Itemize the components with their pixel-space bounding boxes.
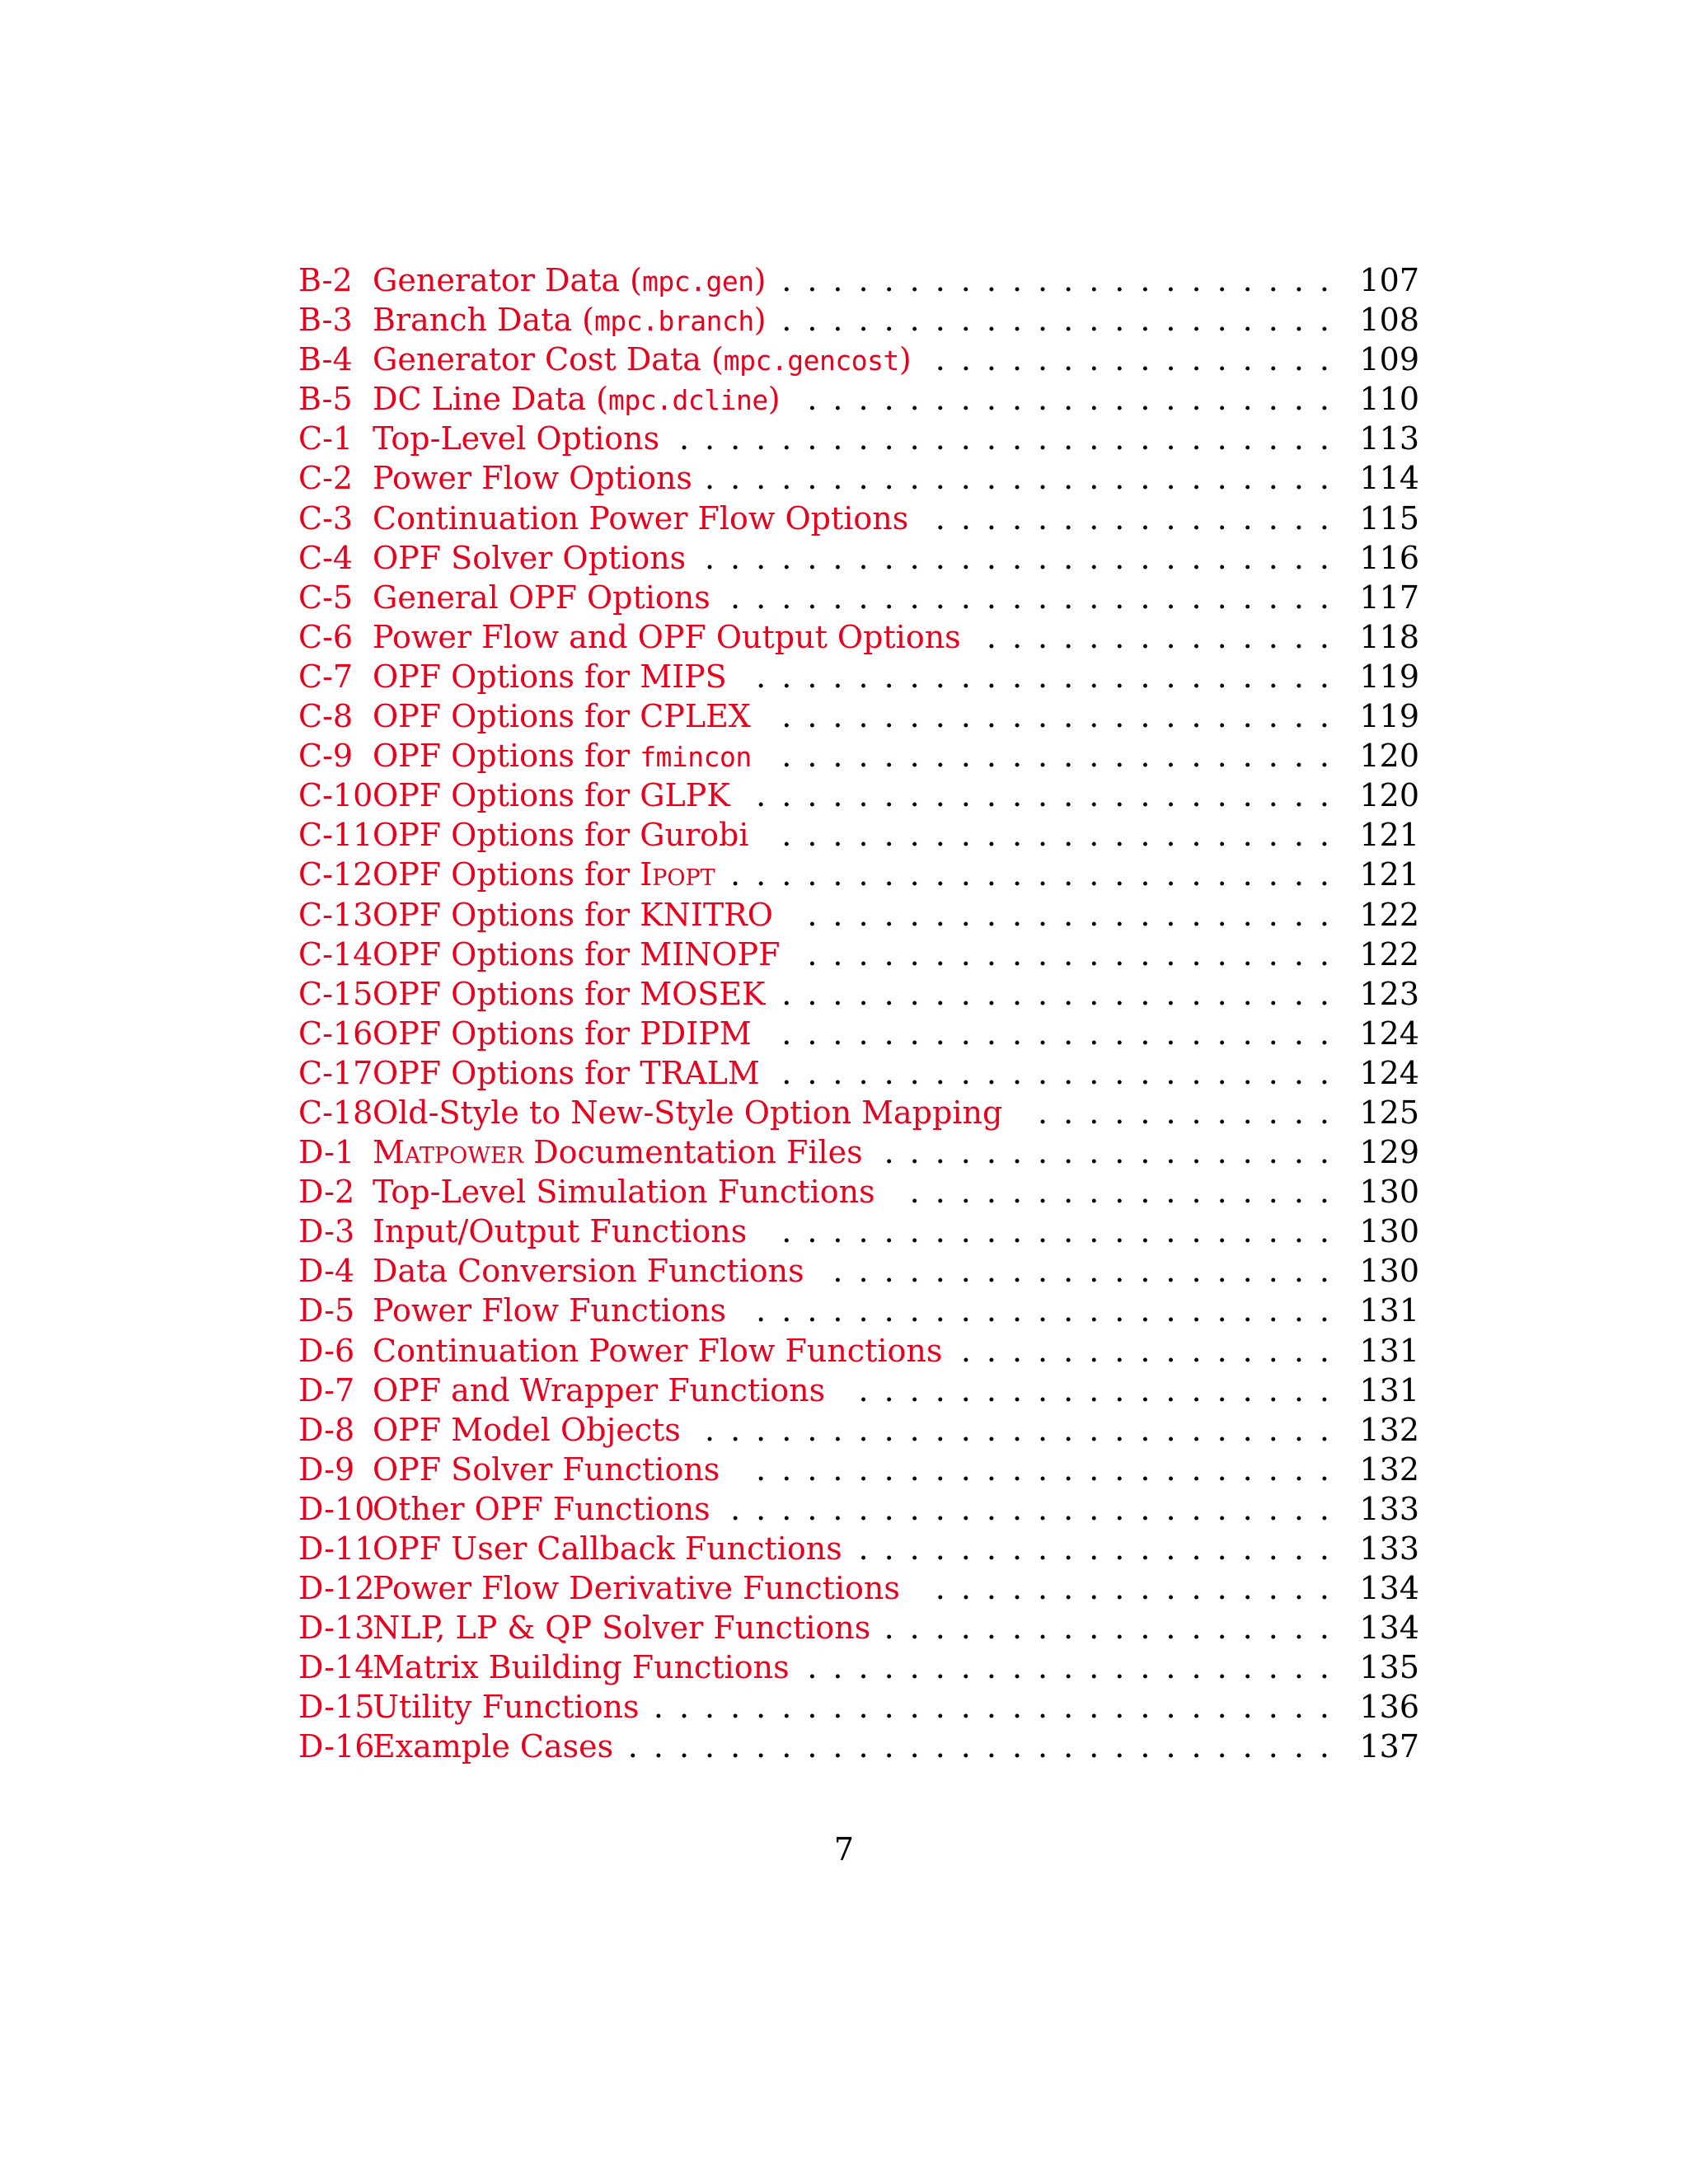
toc-entry-title[interactable]	[373, 736, 752, 777]
toc-entry-title[interactable]	[373, 1608, 870, 1647]
toc-entry-page[interactable]: 121	[1359, 856, 1419, 893]
toc-entry-title-text: Power Flow Options	[373, 460, 692, 497]
toc-entry-page[interactable]: 135	[1359, 1649, 1419, 1686]
dot-leader: . . . . . . . . . . . . . . . . . . . . . . . .	[730, 856, 1345, 893]
toc-entry-page[interactable]: 122	[1359, 896, 1419, 933]
toc-entry-page[interactable]: 120	[1359, 738, 1419, 775]
toc-entry-title[interactable]	[373, 1212, 747, 1251]
toc-entry[interactable]	[298, 578, 1419, 617]
toc-entry-title[interactable]	[373, 815, 749, 855]
toc-entry[interactable]	[298, 1172, 1419, 1212]
toc-entry[interactable]	[298, 1212, 1419, 1251]
toc-entry-title[interactable]	[373, 260, 766, 302]
toc-entry-title-tail: )	[767, 381, 781, 418]
toc-entry-number[interactable]: D-9	[298, 1451, 355, 1488]
dot-leader: . . . . . . . . . . . . . . . . . . . . .	[807, 1649, 1345, 1686]
toc-entry-page[interactable]: 130	[1359, 1253, 1419, 1290]
toc-entry-number[interactable]: C-13	[298, 896, 373, 933]
toc-entry-title-text: Generator Data (	[373, 262, 642, 298]
toc-entry-page[interactable]: 109	[1359, 341, 1419, 378]
toc-entry-title-code: mpc.gen	[641, 265, 754, 298]
toc-entry[interactable]	[298, 458, 1419, 498]
dot-leader: . . . . . . . . . . . . . . . . . . . . .	[807, 896, 1345, 933]
toc-entry-title-text: OPF Options for	[373, 738, 640, 775]
dot-leader: . . . . . . . . . . . . . . . .	[935, 499, 1345, 537]
toc-entry[interactable]	[298, 1132, 1419, 1172]
toc-entry-title-tail: )	[898, 341, 912, 378]
dot-leader: . . . . . . . . . . . . . . . . . . . . . . . . . .	[678, 420, 1345, 457]
toc-entry-title-text: OPF Options for MOSEK	[373, 975, 766, 1012]
toc-entry-title[interactable]	[373, 1727, 613, 1766]
toc-entry-title-text: Other OPF Functions	[373, 1490, 710, 1527]
toc-entry-title-text: Continuation Power Flow Functions	[373, 1332, 943, 1369]
toc-entry[interactable]	[298, 379, 1419, 419]
toc-entry-number[interactable]: D-7	[298, 1371, 355, 1408]
toc-entry-title-text: OPF Options for GLPK	[373, 777, 730, 814]
toc-entry[interactable]	[298, 1568, 1419, 1608]
toc-entry-number[interactable]: D-1	[298, 1134, 355, 1171]
dot-leader: . . . . . . . . . . . . . . . . . . . . . .	[781, 1213, 1345, 1250]
toc-entry[interactable]	[298, 1014, 1419, 1053]
dot-leader: . . . . . . . . . . . . . . . . . .	[884, 1610, 1345, 1647]
dot-leader: . . . . . . . . . . . . . . . . . . .	[858, 1371, 1345, 1408]
toc-entry-title-text: Matrix Building Functions	[373, 1649, 790, 1686]
toc-entry-title-text: Power Flow and OPF Output Options	[373, 618, 961, 655]
toc-entry-page[interactable]: 130	[1359, 1174, 1419, 1211]
toc-entry-number[interactable]: C-16	[298, 1015, 373, 1052]
dot-leader: . . . . . . . . . . . . . . . . . . . .	[832, 1253, 1345, 1290]
dot-leader: . . . . . . . . . . . . . . . . . . . . .	[807, 935, 1345, 972]
toc-entry[interactable]	[298, 538, 1419, 578]
toc-entry[interactable]	[298, 1053, 1419, 1093]
toc-entry-title[interactable]	[373, 578, 710, 617]
dot-leader: . . . . . . . . . . . . . .	[986, 618, 1345, 655]
dot-leader: . . . . . . . . . . . . . . . . . . . . . . . .	[730, 1490, 1345, 1527]
toc-entry-title[interactable]	[373, 1568, 900, 1608]
toc-entry-number[interactable]: D-12	[298, 1570, 375, 1607]
toc-entry[interactable]	[298, 1450, 1419, 1489]
dot-leader: . . . . . . . . . . . . . . . . . . . . . . .	[756, 658, 1345, 695]
toc-entry-title-text: Utility Functions	[373, 1689, 640, 1726]
toc-entry-number[interactable]: D-11	[298, 1530, 375, 1567]
dot-leader: . . . . . . . . . . . . . . . . . . . . . .	[781, 738, 1345, 775]
toc-entry-number[interactable]: C-9	[298, 738, 354, 775]
toc-entry-title[interactable]	[373, 458, 692, 498]
toc-entry-title[interactable]	[373, 1172, 875, 1212]
toc-entry-number[interactable]: D-4	[298, 1253, 355, 1290]
toc-entry-title-tail: )	[753, 262, 767, 298]
toc-entry[interactable]	[298, 1331, 1419, 1371]
toc-entry-title-code: mpc.dcline	[608, 384, 768, 417]
toc-entry-title[interactable]	[373, 1053, 760, 1093]
toc-entry-page[interactable]: 119	[1359, 658, 1419, 695]
toc-entry-title[interactable]	[373, 1014, 752, 1053]
toc-entry-number[interactable]: C-6	[298, 618, 354, 655]
toc-entry-number[interactable]: B-2	[298, 262, 353, 298]
toc-entry-page[interactable]: 131	[1359, 1332, 1419, 1369]
toc-entry-number[interactable]: D-2	[298, 1174, 355, 1211]
toc-entry-title[interactable]	[373, 499, 908, 538]
toc-entry-title-text: OPF Options for CPLEX	[373, 698, 751, 735]
toc-entry-title-text: OPF Solver Functions	[373, 1451, 720, 1488]
toc-entry-title-text: OPF Options for PDIPM	[373, 1015, 752, 1052]
toc-entry-title-code: fmincon	[640, 741, 752, 774]
toc-entry-title-text: Top-Level Options	[373, 420, 660, 457]
toc-entry-page[interactable]: 122	[1359, 935, 1419, 972]
toc-entry-page[interactable]: 113	[1359, 420, 1419, 457]
dot-leader: . . . . . . . . . . . . . . . . . . . . . . .	[756, 1451, 1345, 1488]
toc-entry-title[interactable]	[373, 1410, 681, 1450]
dot-leader: . . . . . . . . . . . . . . . . . . . . .	[807, 381, 1345, 418]
toc-entry-number[interactable]: B-3	[298, 302, 353, 339]
toc-entry[interactable]	[298, 499, 1419, 538]
dot-leader: . . . . . . . . . . . . . . . . . . . . . . . . .	[705, 539, 1345, 576]
toc-entry-page[interactable]: 131	[1359, 1292, 1419, 1329]
toc-entry-number[interactable]: D-15	[298, 1689, 375, 1726]
dot-leader: . . . . . . . . . . . . . . . .	[935, 1570, 1345, 1607]
toc-entry[interactable]	[298, 1529, 1419, 1568]
toc-entry[interactable]	[298, 1291, 1419, 1330]
toc-entry-title-text: OPF Solver Options	[373, 539, 687, 576]
toc-entry-title-text: OPF Options for TRALM	[373, 1054, 760, 1091]
toc-entry-page[interactable]: 129	[1359, 1134, 1419, 1171]
toc-entry-number[interactable]: C-4	[298, 539, 354, 576]
toc-entry-title-text: OPF Options for	[373, 856, 640, 893]
dot-leader: . . . . . . . . . . . . . . . . .	[909, 1174, 1345, 1211]
list-of-tables	[298, 260, 1419, 1767]
toc-entry-page[interactable]: 118	[1359, 618, 1419, 655]
toc-entry-title-text: Input/Output Functions	[373, 1213, 748, 1250]
toc-entry-title[interactable]	[373, 1489, 710, 1529]
toc-entry[interactable]	[298, 1410, 1419, 1450]
dot-leader: . . . . . . . . . . . . . . . . . . . . . . .	[756, 1292, 1345, 1329]
toc-entry-number[interactable]: B-4	[298, 341, 353, 378]
toc-entry[interactable]	[298, 1093, 1419, 1132]
toc-entry-title-text: Old-Style to New-Style Option Mapping	[373, 1094, 1003, 1131]
dot-leader: . . . . . . . . . . . . . . . . . . . . . .	[781, 698, 1345, 735]
toc-entry-number[interactable]: D-5	[298, 1292, 355, 1329]
dot-leader: . . . . . . . . . . . . . . . . . . . . . . . . .	[705, 460, 1345, 497]
toc-entry-title[interactable]	[373, 895, 773, 935]
toc-entry-page[interactable]: 125	[1359, 1094, 1419, 1131]
toc-entry-page[interactable]: 136	[1359, 1689, 1419, 1726]
toc-entry[interactable]	[298, 1727, 1419, 1766]
toc-entry-page[interactable]: 131	[1359, 1371, 1419, 1408]
toc-entry-title-text: OPF Model Objects	[373, 1411, 681, 1448]
toc-entry-title[interactable]	[373, 379, 781, 420]
dot-leader: . . . . . . . . . . . . . . . . . . . . . .	[781, 302, 1345, 339]
toc-entry-title[interactable]	[373, 776, 730, 815]
toc-entry-number[interactable]: C-5	[298, 579, 354, 616]
dot-leader: . . . . . . . . . . . . . . . . . . . . . . . . . . .	[653, 1689, 1345, 1726]
toc-entry[interactable]	[298, 974, 1419, 1014]
dot-leader: . . . . . . . . . . . . . . . . . . . . . . . .	[730, 579, 1345, 616]
toc-entry-page[interactable]: 133	[1359, 1490, 1419, 1527]
toc-entry-title[interactable]	[373, 1291, 726, 1330]
toc-entry-page[interactable]: 123	[1359, 975, 1419, 1012]
dot-leader: . . . . . . . . . . . . . . . . . . . . . .	[781, 262, 1345, 298]
toc-entry-title-text: General OPF Options	[373, 579, 710, 616]
toc-entry-title[interactable]	[373, 1687, 639, 1727]
toc-entry[interactable]	[298, 617, 1419, 657]
toc-entry-title-text: OPF Options for MINOPF	[373, 935, 781, 972]
toc-entry[interactable]	[298, 855, 1419, 894]
toc-entry-title-text: Top-Level Simulation Functions	[373, 1174, 875, 1211]
toc-entry-page[interactable]: 132	[1359, 1411, 1419, 1448]
toc-entry-title-text: OPF Options for Gurobi	[373, 817, 749, 854]
toc-entry-title[interactable]	[373, 300, 767, 341]
toc-entry-title[interactable]	[373, 617, 961, 657]
toc-entry-title[interactable]	[373, 1331, 942, 1371]
toc-entry-title[interactable]	[373, 340, 912, 381]
toc-entry[interactable]	[298, 1608, 1419, 1647]
toc-entry-title[interactable]	[373, 1093, 1002, 1132]
toc-entry-title-text: OPF User Callback Functions	[373, 1530, 842, 1567]
toc-entry-title[interactable]	[373, 974, 765, 1014]
toc-entry-number[interactable]: D-14	[298, 1649, 375, 1686]
toc-entry-page[interactable]: 134	[1359, 1570, 1419, 1607]
toc-entry-number[interactable]: C-15	[298, 975, 373, 1012]
toc-entry-title[interactable]	[373, 1251, 804, 1291]
toc-entry[interactable]	[298, 300, 1419, 340]
page-number: 7	[833, 1831, 855, 1868]
toc-entry-number[interactable]: C-11	[298, 817, 373, 854]
toc-entry-title[interactable]	[373, 935, 780, 974]
toc-entry-title-text: Documentation Files	[523, 1134, 863, 1171]
toc-entry[interactable]	[298, 1251, 1419, 1291]
toc-entry-page[interactable]: 134	[1359, 1610, 1419, 1647]
toc-entry[interactable]	[298, 935, 1419, 974]
toc-entry-page[interactable]: 124	[1359, 1054, 1419, 1091]
toc-entry-title[interactable]	[373, 419, 659, 458]
toc-entry-title-text: Power Flow Derivative Functions	[373, 1570, 900, 1607]
toc-entry-title-text: NLP, LP & QP Solver Functions	[373, 1610, 871, 1647]
toc-entry-title[interactable]	[373, 1647, 790, 1687]
toc-entry-title[interactable]	[373, 1132, 863, 1172]
toc-entry-number[interactable]: C-10	[298, 777, 373, 814]
toc-entry-title[interactable]	[373, 1529, 842, 1568]
toc-entry-number[interactable]: C-18	[298, 1094, 373, 1131]
toc-entry-number[interactable]: C-1	[298, 420, 354, 457]
toc-entry-title-text: OPF Options for KNITRO	[373, 896, 773, 933]
toc-entry-title[interactable]	[373, 855, 715, 894]
toc-entry-number[interactable]: D-10	[298, 1490, 375, 1527]
dot-leader: . . . . . . . . . . . . . . . . . . . . . .	[781, 1015, 1345, 1052]
toc-entry-number[interactable]: D-16	[298, 1728, 375, 1765]
toc-entry-page[interactable]: 107	[1359, 262, 1419, 298]
toc-entry-title-text: DC Line Data (	[373, 381, 609, 418]
toc-entry-title-text: Generator Cost Data (	[373, 341, 724, 378]
toc-entry[interactable]	[298, 657, 1419, 696]
toc-entry-page[interactable]: 114	[1359, 460, 1419, 497]
toc-entry-title-smallcaps: Matpower	[373, 1134, 524, 1171]
dot-leader: . . . . . . . . . . . . . . . . . . . . . .	[781, 975, 1345, 1012]
toc-entry-title-text: Continuation Power Flow Options	[373, 499, 909, 537]
toc-entry-page[interactable]: 133	[1359, 1530, 1419, 1567]
toc-entry-title-text: Power Flow Functions	[373, 1292, 727, 1329]
toc-entry[interactable]	[298, 1687, 1419, 1727]
dot-leader: . . . . . . . . . . . . . . . . . . . . . . . . .	[705, 1411, 1345, 1448]
toc-entry-number[interactable]: C-3	[298, 499, 354, 537]
toc-entry-page[interactable]: 115	[1359, 499, 1419, 537]
toc-entry-number[interactable]: C-14	[298, 935, 373, 972]
dot-leader: . . . . . . . . . . . . . . . . . . . . . .	[781, 817, 1345, 854]
toc-entry[interactable]	[298, 696, 1419, 736]
toc-entry-page[interactable]: 119	[1359, 698, 1419, 735]
toc-entry-title[interactable]	[373, 538, 686, 578]
toc-entry-page[interactable]: 132	[1359, 1451, 1419, 1488]
toc-entry-title-tail: )	[753, 302, 767, 339]
toc-entry-page[interactable]: 120	[1359, 777, 1419, 814]
toc-entry-page[interactable]: 130	[1359, 1213, 1419, 1250]
toc-entry-title-smallcaps: Ipopt	[640, 856, 715, 893]
toc-entry-title-text: Data Conversion Functions	[373, 1253, 804, 1290]
toc-entry[interactable]	[298, 260, 1419, 300]
toc-entry-title[interactable]	[373, 1450, 720, 1489]
toc-entry-title-text: OPF Options for MIPS	[373, 658, 727, 695]
toc-entry-number[interactable]: C-12	[298, 856, 373, 893]
dot-leader: . . . . . . . . . . . . . . . .	[935, 341, 1345, 378]
toc-entry-page[interactable]: 137	[1359, 1728, 1419, 1765]
dot-leader: . . . . . . . . . . . . . . . . . . . . . . .	[756, 777, 1345, 814]
toc-entry[interactable]	[298, 895, 1419, 935]
toc-entry-title-code: mpc.gencost	[723, 344, 899, 377]
dot-leader: . . . . . . . . . . . . . . . . . . . . . . . . . . . .	[627, 1728, 1345, 1765]
toc-entry-number[interactable]: C-8	[298, 698, 354, 735]
toc-entry-title-code: mpc.branch	[594, 305, 754, 338]
toc-entry[interactable]	[298, 736, 1419, 776]
toc-entry-title[interactable]	[373, 696, 751, 736]
toc-entry-number[interactable]: C-2	[298, 460, 354, 497]
toc-entry-page[interactable]: 121	[1359, 817, 1419, 854]
toc-entry-title[interactable]	[373, 1371, 825, 1410]
toc-entry-title-text: Example Cases	[373, 1728, 614, 1765]
toc-entry-number[interactable]: D-8	[298, 1411, 355, 1448]
dot-leader: . . . . . . . . . . . . . . . . . . . . . .	[781, 1054, 1345, 1091]
dot-leader: . . . . . . . . . . . . . . . . . . .	[858, 1530, 1345, 1567]
toc-entry-number[interactable]: C-17	[298, 1054, 373, 1091]
dot-leader: . . . . . . . . . . . . . . . . . .	[884, 1134, 1345, 1171]
toc-entry[interactable]	[298, 815, 1419, 855]
toc-entry-title-text: Branch Data (	[373, 302, 595, 339]
toc-entry[interactable]	[298, 340, 1419, 379]
toc-entry-number[interactable]: D-13	[298, 1610, 375, 1647]
toc-entry[interactable]	[298, 1489, 1419, 1529]
toc-entry-title-text: OPF and Wrapper Functions	[373, 1371, 826, 1408]
dot-leader: . . . . . . . . . . . .	[1038, 1094, 1345, 1131]
toc-entry-number[interactable]: B-5	[298, 381, 353, 418]
toc-entry-title[interactable]	[373, 657, 727, 696]
dot-leader: . . . . . . . . . . . . . . .	[960, 1332, 1345, 1369]
toc-entry-page[interactable]: 116	[1359, 539, 1419, 576]
toc-entry[interactable]	[298, 1371, 1419, 1410]
toc-entry[interactable]	[298, 419, 1419, 458]
toc-entry-page[interactable]: 117	[1359, 579, 1419, 616]
toc-entry-page[interactable]: 110	[1359, 381, 1419, 418]
toc-entry-page[interactable]: 124	[1359, 1015, 1419, 1052]
toc-entry-number[interactable]: D-3	[298, 1213, 355, 1250]
toc-entry-page[interactable]: 108	[1359, 302, 1419, 339]
toc-entry-number[interactable]: D-6	[298, 1332, 355, 1369]
toc-entry-number[interactable]: C-7	[298, 658, 354, 695]
toc-entry[interactable]	[298, 776, 1419, 815]
toc-entry[interactable]	[298, 1647, 1419, 1687]
